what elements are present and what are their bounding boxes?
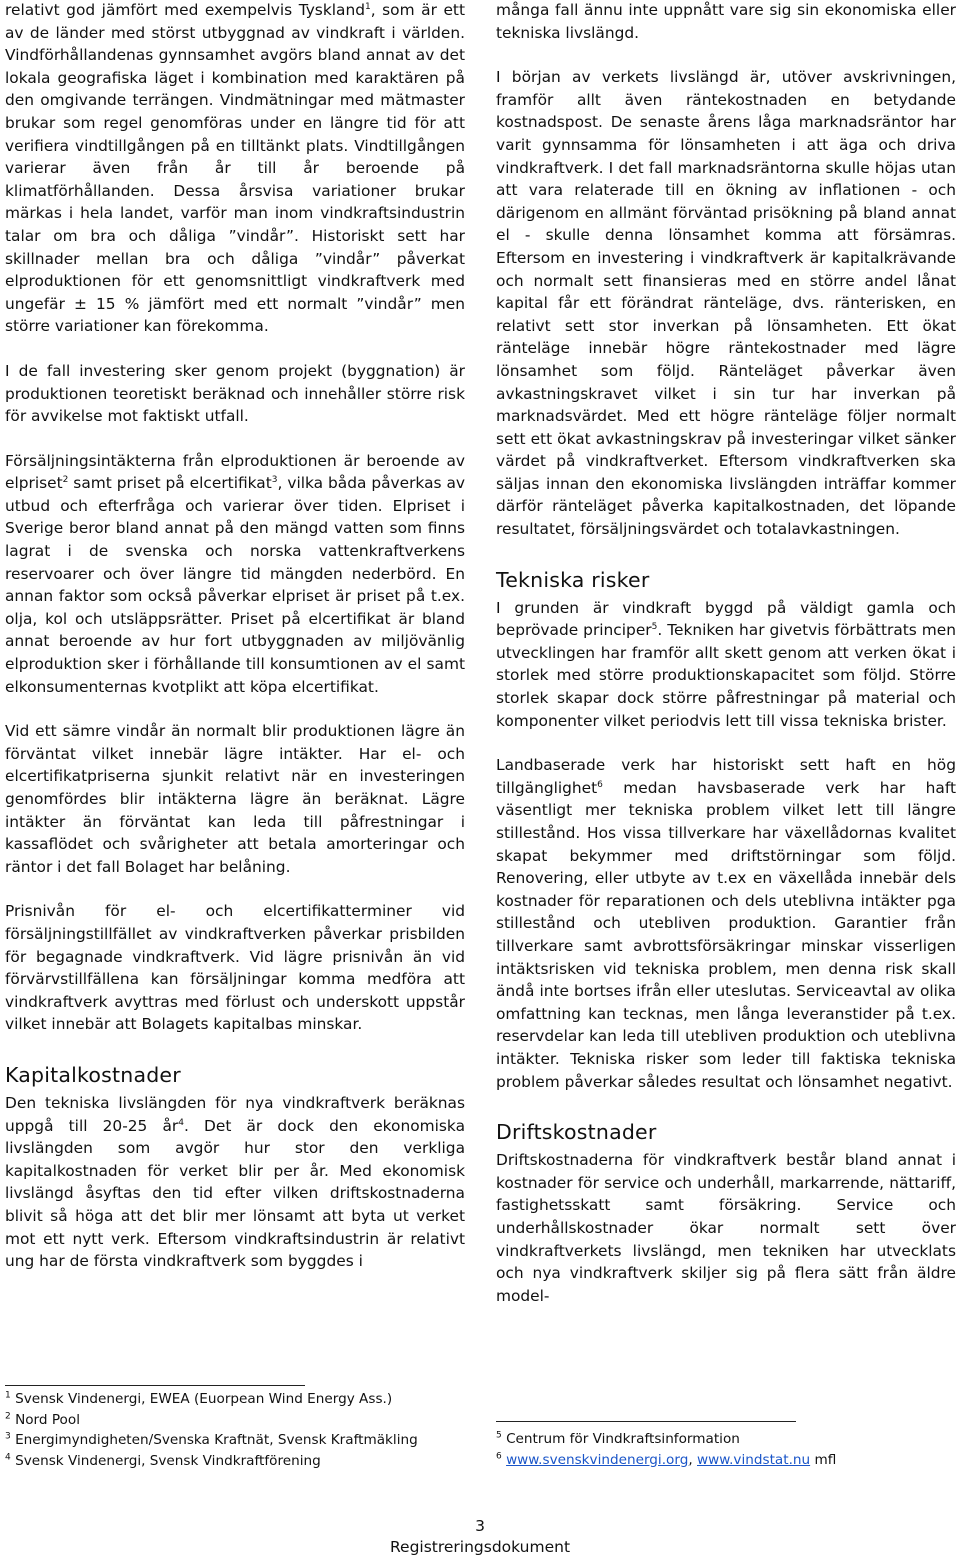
footnote-ref: 2 <box>62 475 69 486</box>
footnote-ref: 4 <box>178 1117 184 1128</box>
footnote-ref: 3 <box>271 475 278 486</box>
paragraph: många fall ännu inte uppnått vare sig sin ekonomiska eller tekniska livslängd. <box>496 1 956 42</box>
section-heading: Kapitalkostnader <box>5 1062 181 1087</box>
paragraph: I de fall investering sker genom projekt (byggnation) är produktionen teoretiskt beräknad och innehåller större risk för avvikelse mot faktiskt utfall. <box>5 361 465 426</box>
paragraph: Prisnivån för el- och elcertifikatterminer vid försäljningstillfället av vindkraftverken påverkar prisbilden för begagnade vindkraftverk. Vid lägre prisnivån än vid förvärvstillfällena kan försäljningar komma medföra att vindkraftverk avyttras med förlust och underskott uppstår vilket innebär att Bolagets kapitalbas minskar. <box>5 902 465 1034</box>
paragraph: I början av verkets livslängd är, utöver avskrivningen, framför allt även räntekostnaden en betydande kostnadspost. De senaste årens låga marknadsräntor har varit gynnsamma för lönsamheten i att äga och driva vindkraftverk. I det fall marknadsräntorna skulle höjas utan att vara relaterade till en ökning av inflationen - och därigenom en allmänt förväntad prisökning på bland annat el - skulle denna lönsamhet komma att försämras. Eftersom en investering i vindkraftverk är kapitalkrävande och normalt sett finansieras med en större andel lånat kapital får ett förändrat ränteläge, dvs. ränterisken, en relativt sett stor inverkan på lönsamheten. Ett ökat ränteläge innebär högre räntekostnader med lägre lönsamhet som följd. Ränteläget påverkar även avkastningskravet vilket i sin tur har inverkan på marknadsvärdet. Med ett högre ränteläge följer normalt sett ett ökat avkastningskrav på investeringar vilket sänker värdet på vindkraftverket. Eftersom vindkraftverken ska säljas innan den ekonomiska livslängden inträffar kommer därför ränteläget påverka kapitalkostnaden, det löpande resultatet, försäljningsvärdet och totalavkastningen. <box>496 68 956 539</box>
footnote-divider <box>496 1421 796 1422</box>
footnotes-left <box>5 1389 418 1471</box>
page-number: 3 <box>475 1517 485 1535</box>
footnote: $^5$ Centrum för Vindkraftsinformation <box>496 1430 740 1447</box>
footnote-divider <box>5 1385 305 1386</box>
section-heading: Tekniska risker <box>496 567 650 592</box>
paragraph: Försäljningsintäkterna från elproduktionen är beroende av elpriset$^2$ samt priset på elcertifikat$^3$, vilka båda påverkas av utbud och efterfråga och varierar över tiden. Elpriset i Sverige beror bland annat på den mängd vatten som finns lagrat i de svenska och norska vattenkraftverkens reservoarer och över längre tid mängden nederbörd. En annan faktor som också påverkar elpriset är priset på t.ex. olja, kol och utsläppsrätter. Priset på elcertifikat är bland annat beroende av hur fort utbyggnaden av miljövänlig elproduktion sker i förhållande till konsumtionen av el samt elkonsumenternas kvotplikt att köpa elcertifikat. <box>5 451 465 696</box>
paragraph: relativt god jämfört med exempelvis Tyskland$^1$, som är ett av de länder med störst utbyggnad av vindkraft i världen. Vindförhållandenas gynnsamhet avgörs bland annat av det lokala geografiska läget i kombination med karaktären på den omgivande terrängen. Vindmätningar med mätmaster brukar som regel genomföras under en längre tid för att verifiera vindtillgången på en tilltänkt plats. Vindtillgången varierar även från år till år beroende på klimatförhållanden. Dessa årsvisa variationer brukar märkas i hela landet, varför man inom vindkraftsindustrin talar om bra och dåliga ”vindår”. Historiskt sett har skillnader mellan bra och dåliga ”vindår” påverkat elproduktionen för ett genomsnittligt vindkraftverk med ungefär ± 15 % jämfört med ett normalt ”vindår” men större variationer kan förekomma. <box>5 1 465 336</box>
footnote-ref: 1 <box>364 1 371 12</box>
paragraph: Den tekniska livslängden för nya vindkraftverk beräknas uppgå till 20-25 $år^4$. Det är dock den ekonomiska livslängden som avgör hur stor den verkliga kapitalkostnaden för verket blir per år. Med ekonomisk livslängd åsyftas den tid efter vilken driftskostnaderna blivit så höga att det blir mer lönsamt att byta ut verket mot ett nytt verk. Eftersom vindkraftsindustrin är relativt ung har de första vindkraftverk som byggdes i <box>5 1093 465 1271</box>
footnote-ref: 6 <box>597 779 603 790</box>
document-title: Registreringsdokument <box>389 1538 571 1556</box>
vindstat-link[interactable]: www.vindstat.nu <box>697 1451 811 1468</box>
footnote: $^4$ Svensk Vindenergi, Svensk Vindkraftförening <box>5 1451 321 1469</box>
footnote: $^2$ Nord Pool <box>5 1410 80 1428</box>
paragraph: Driftskostnaderna för vindkraftverk består bland annat i kostnader för service och underhåll, markarrende, nättariff, fastighetsskatt samt försäkring. Service och underhållskostnader ökar normalt sett över vindkraftverkets livslängd, men tekniken har utvecklats och nya vindkraftverk skiljer sig på flera sätt från äldre model- <box>496 1151 956 1305</box>
footnote: $^1$ Svensk Vindenergi, EWEA (Euorpean Wind Energy Ass.) <box>5 1390 393 1407</box>
paragraph: Landbaserade verk har historiskt sett haft en hög tillgänglighet$^6$ medan havsbaserade verk har haft väsentligt mer tekniska problem vilket lett till längre stillestånd. Hos vissa tillverkare har växellådornas kvalitet skapat bekymmer med driftstörningar som följd. Renovering, eller utbyte av t.ex en växellåda innebär dels kostnader för reparationen och dels uteblivna intäkter pga stillestånd och utebliven produktion. Garantier från tillverkare samt avbrottsförsäkringar minskar visserligen intäktsrisken vid tekniska problem, men denna risk skall ändå inte bortses ifrån eller uteslutas. Serviceavtal av olika omfattning kan tecknas, men långa leveranstider på t.ex. reservdelar kan leda till utebliven produktion och uteblivna intäkter. Tekniska risker som leder till faktiska tekniska problem påverkar således resultat och lönsamhet negativt. <box>496 756 956 1091</box>
right-column <box>496 0 956 1307</box>
paragraph: Vid ett sämre vindår än normalt blir produktionen lägre än förväntat vilket innebär lägre intäkter. Har el- och elcertifikatpriserna sjunkit relativt när en investeringen genomfördes blir intäkterna lägre än beräknat. Lägre intäkter än förväntat kan leda till påfrestningar i kassaflödet och svårigheter att betala amorteringar och räntor i det fall Bolaget har belåning. <box>5 722 465 876</box>
paragraph: I grunden är vindkraft byggd på väldigt gamla och beprövade principer$^5$. Tekniken har givetvis förbättrats men utvecklingen har framför allt skett genom att verken ökat i storlek med större produktionskapacitet som följd. Större storlek skapar dock större påfrestningar på material och komponenter vilket periodvis lett till vissa tekniska brister. <box>496 598 957 730</box>
footnotes-right <box>496 1429 836 1470</box>
footnote: $^6$ www.svenskvindenergi.org, www.vindstat.nu mfl <box>496 1450 837 1468</box>
footnote-ref: 5 <box>651 622 658 633</box>
footnote: $^3$ Energimyndigheten/Svenska Kraftnät, Svensk Kraftmäkling <box>5 1431 418 1448</box>
left-column <box>5 0 465 1273</box>
section-heading: Driftskostnader <box>496 1120 657 1145</box>
svenskvindenergi-link[interactable]: www.svenskvindenergi.org <box>506 1451 689 1468</box>
